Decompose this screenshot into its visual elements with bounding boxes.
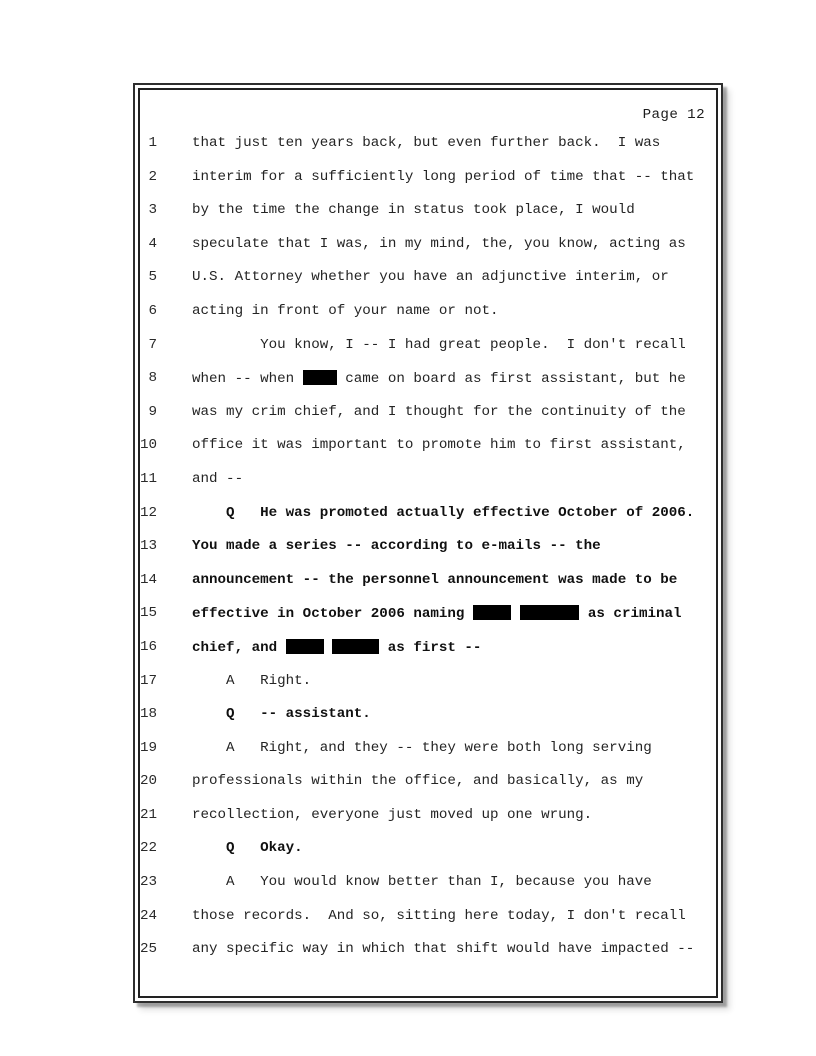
line-number: 16 (140, 638, 158, 655)
transcript-line (140, 706, 716, 740)
line-text: U.S. Attorney whether you have an adjunctive interim, or (192, 269, 669, 286)
transcript-line (140, 908, 716, 942)
line-text: Q -- assistant. (192, 706, 371, 723)
transcript-line (140, 370, 716, 404)
transcript-line (140, 135, 716, 169)
page-number-label: Page 12 (642, 107, 705, 123)
line-text: chief, and as first -- (192, 639, 482, 656)
line-number: 24 (140, 907, 158, 924)
line-number: 3 (148, 202, 157, 219)
line-number: 21 (140, 806, 158, 823)
line-number: 25 (140, 941, 158, 958)
line-number: 9 (148, 403, 157, 420)
line-text: A Right. (192, 672, 312, 689)
transcript-line (140, 169, 716, 203)
line-number: 11 (140, 470, 158, 487)
transcript-line (140, 505, 716, 539)
transcript-lines (140, 135, 716, 975)
redaction-bar (286, 639, 324, 654)
line-number: 2 (148, 168, 157, 185)
line-text: You know, I -- I had great people. I don't recall (192, 336, 686, 353)
transcript-line (140, 740, 716, 774)
transcript-line (140, 303, 716, 337)
line-text: speculate that I was, in my mind, the, you know, acting as (192, 235, 686, 252)
transcript-line (140, 404, 716, 438)
transcript-line (140, 269, 716, 303)
line-text: by the time the change in status took place, I would (192, 202, 635, 219)
line-text: A Right, and they -- they were both long serving (192, 739, 652, 756)
redaction-bar (520, 605, 580, 620)
line-number: 8 (148, 370, 157, 387)
line-text: when -- when came on board as first assistant, but he (192, 371, 686, 388)
line-number: 23 (140, 874, 158, 891)
line-text: those records. And so, sitting here today, I don't recall (192, 907, 686, 924)
transcript-page-frame (133, 83, 723, 1003)
transcript-line (140, 471, 716, 505)
transcript-line (140, 840, 716, 874)
line-text: announcement -- the personnel announcement was made to be (192, 571, 678, 588)
redaction-bar (473, 605, 511, 620)
transcript-line (140, 337, 716, 371)
line-text: any specific way in which that shift would have impacted -- (192, 941, 695, 958)
line-number: 17 (140, 672, 158, 689)
transcript-line (140, 236, 716, 270)
line-number: 22 (140, 840, 158, 857)
transcript-line (140, 639, 716, 673)
redaction-bar (303, 370, 337, 385)
transcript-line (140, 538, 716, 572)
line-number: 19 (140, 739, 158, 756)
line-number: 6 (148, 302, 157, 319)
line-text: and -- (192, 470, 244, 487)
transcript-line (140, 874, 716, 908)
line-text: professionals within the office, and basically, as my (192, 773, 644, 790)
line-number: 12 (140, 504, 158, 521)
line-number: 14 (140, 571, 158, 588)
transcript-line (140, 773, 716, 807)
line-text: A You would know better than I, because you have (192, 874, 652, 891)
redaction-bar (332, 639, 379, 654)
line-number: 1 (148, 135, 157, 151)
line-text: office it was important to promote him to first assistant, (192, 437, 686, 454)
line-number: 15 (140, 605, 158, 622)
transcript-line (140, 572, 716, 606)
transcript-line (140, 673, 716, 707)
line-text: interim for a sufficiently long period of time that -- that (192, 168, 695, 185)
transcript-page (138, 88, 718, 998)
transcript-line (140, 941, 716, 975)
line-text: acting in front of your name or not. (192, 302, 499, 319)
page-header (140, 90, 716, 123)
line-text: Q Okay. (192, 840, 303, 857)
line-text: Q He was promoted actually effective October of 2006. (192, 504, 695, 521)
line-number: 18 (140, 706, 158, 723)
transcript-line (140, 807, 716, 841)
line-text: that just ten years back, but even further back. I was (192, 135, 661, 151)
line-number: 7 (148, 336, 157, 353)
line-number: 4 (148, 235, 157, 252)
line-number: 5 (148, 269, 157, 286)
line-text: You made a series -- according to e-mails -- the (192, 538, 601, 555)
line-number: 20 (140, 773, 158, 790)
line-text: recollection, everyone just moved up one wrung. (192, 806, 593, 823)
line-number: 10 (140, 437, 158, 454)
transcript-line (140, 437, 716, 471)
transcript-line (140, 202, 716, 236)
line-text: effective in October 2006 naming as criminal (192, 606, 682, 623)
line-number: 13 (140, 538, 158, 555)
line-text: was my crim chief, and I thought for the continuity of the (192, 403, 686, 420)
transcript-line (140, 605, 716, 639)
